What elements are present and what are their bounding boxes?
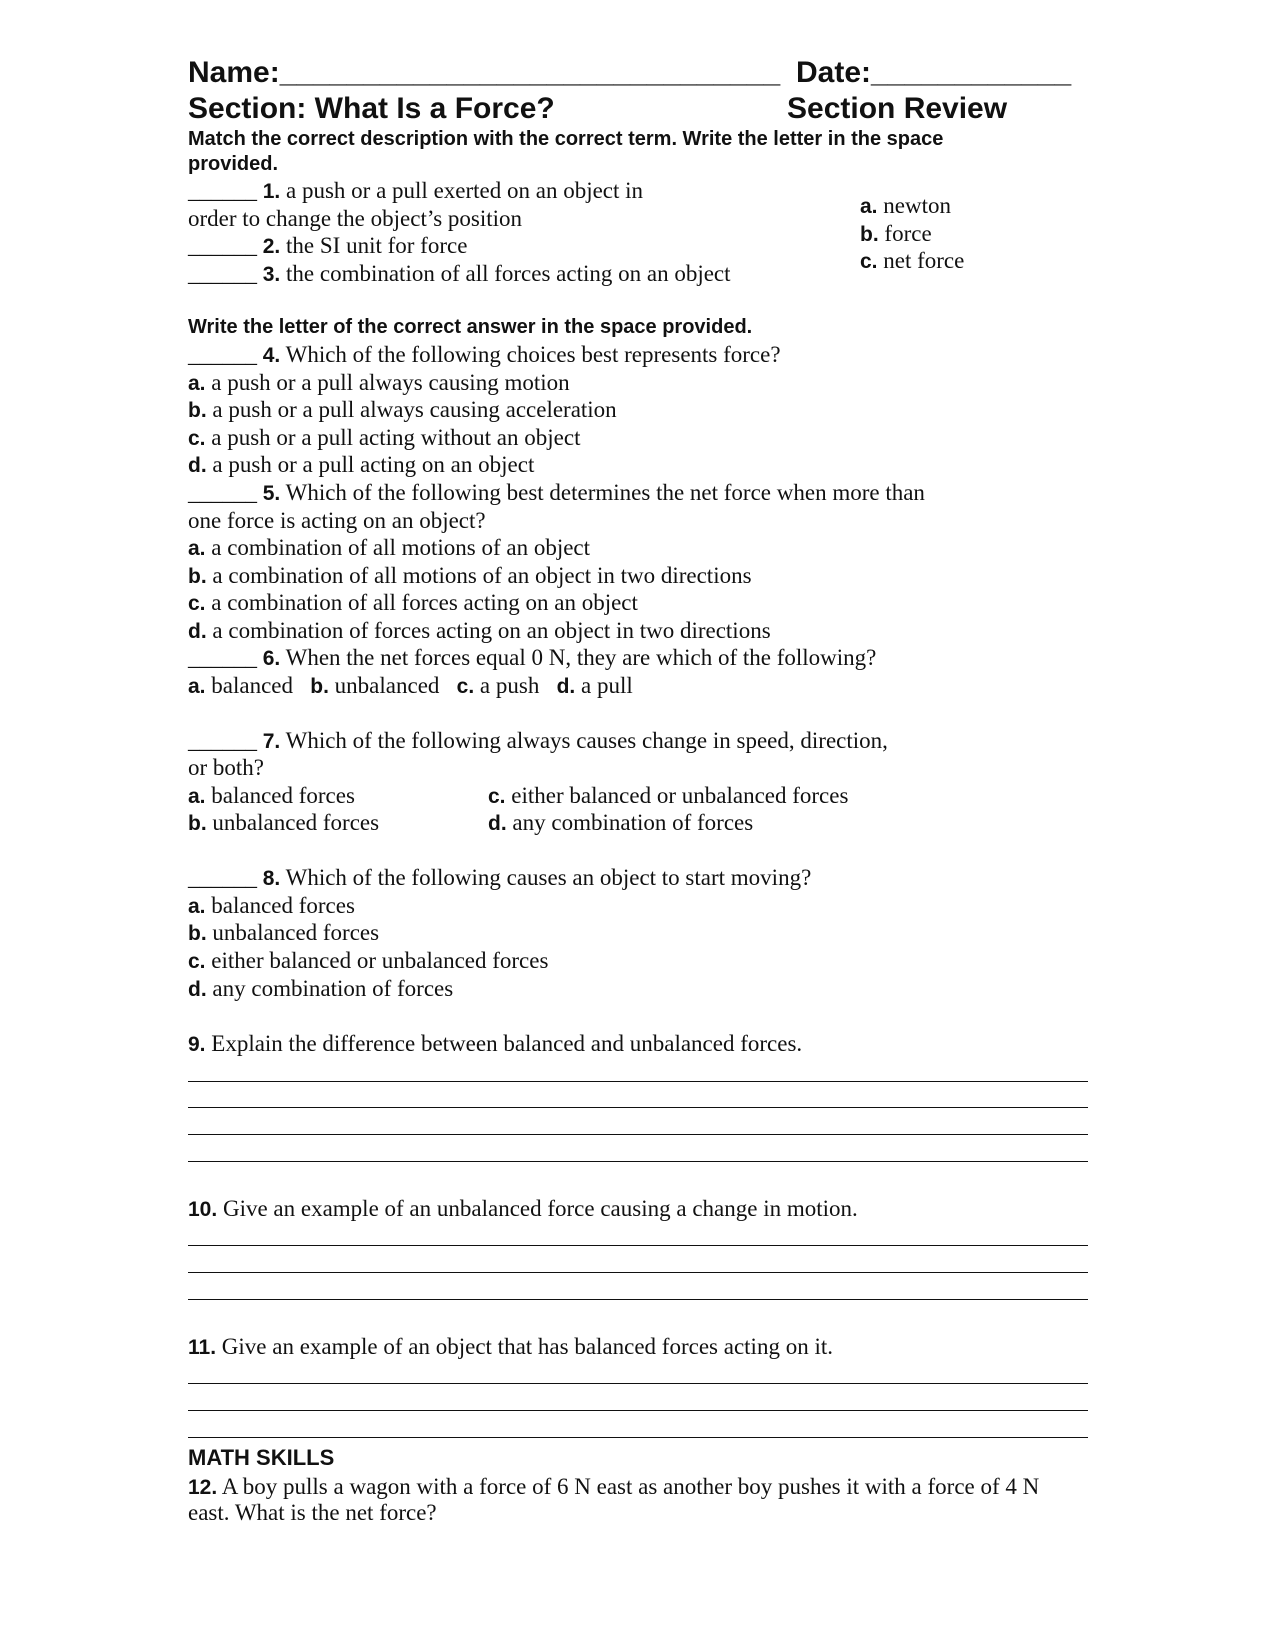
answer-line[interactable] bbox=[188, 1383, 1088, 1384]
term-text: net force bbox=[883, 248, 965, 273]
option-letter: a. bbox=[188, 372, 206, 395]
option-8b bbox=[188, 920, 379, 946]
date-blank[interactable]: ____________ bbox=[871, 56, 1072, 89]
question-8 bbox=[188, 865, 811, 891]
option-letter: b. bbox=[188, 922, 207, 945]
term-c bbox=[860, 248, 964, 274]
question-5-cont: one force is acting on an object? bbox=[188, 508, 486, 533]
option-7d bbox=[488, 810, 753, 836]
question-9 bbox=[188, 1031, 802, 1057]
option-letter: a. bbox=[188, 537, 206, 560]
question-number: 12. bbox=[188, 1476, 218, 1499]
question-12 bbox=[188, 1474, 1039, 1500]
question-text: Which of the following causes an object to start moving? bbox=[285, 865, 812, 890]
option-letter: d. bbox=[188, 454, 207, 477]
option-4c bbox=[188, 425, 580, 451]
item-number: 2. bbox=[262, 235, 281, 258]
question-number: 10. bbox=[188, 1198, 218, 1221]
question-number: 9. bbox=[188, 1033, 206, 1056]
options-6 bbox=[188, 673, 633, 699]
term-b bbox=[860, 221, 932, 247]
item-text: the SI unit for force bbox=[286, 233, 468, 258]
option-text: any combination of forces bbox=[212, 976, 454, 1001]
answer-blank[interactable]: ______ bbox=[188, 480, 257, 505]
option-letter: d. bbox=[556, 675, 576, 698]
item-number: 3. bbox=[262, 263, 281, 286]
option-7c bbox=[488, 783, 848, 809]
option-5a bbox=[188, 535, 590, 561]
question-text: Which of the following best determines the net force when more than bbox=[285, 480, 925, 505]
question-number: 4. bbox=[262, 344, 281, 367]
question-7-cont: or both? bbox=[188, 755, 265, 780]
term-letter: c. bbox=[860, 250, 878, 273]
term-a bbox=[860, 193, 951, 219]
question-10 bbox=[188, 1196, 858, 1222]
option-text: a combination of all motions of an object in two directions bbox=[212, 563, 752, 588]
term-text: force bbox=[884, 221, 932, 246]
option-letter: c. bbox=[488, 785, 506, 808]
date-label: Date: bbox=[796, 56, 872, 89]
answer-blank[interactable]: ______ bbox=[188, 728, 257, 753]
section-title: Section: What Is a Force? bbox=[188, 92, 555, 125]
question-number: 6. bbox=[262, 647, 281, 670]
option-text: balanced forces bbox=[211, 783, 355, 808]
option-letter: d. bbox=[188, 620, 207, 643]
name-label-line bbox=[188, 56, 780, 90]
answer-line[interactable] bbox=[188, 1107, 1088, 1108]
option-5c bbox=[188, 590, 638, 616]
option-letter: a. bbox=[188, 785, 206, 808]
date-label-line bbox=[796, 56, 1071, 90]
option-text: a combination of forces acting on an object in two directions bbox=[212, 618, 771, 643]
option-letter: c. bbox=[188, 592, 206, 615]
option-5b bbox=[188, 563, 752, 589]
option-text: a push or a pull always causing acceleration bbox=[212, 397, 617, 422]
question-7 bbox=[188, 728, 888, 754]
question-text: When the net forces equal 0 N, they are which of the following? bbox=[285, 645, 877, 670]
option-letter: d. bbox=[188, 978, 207, 1001]
answer-blank[interactable]: ______ bbox=[188, 342, 257, 367]
answer-blank[interactable]: ______ bbox=[188, 261, 257, 286]
matching-instructions-cont: provided. bbox=[188, 153, 279, 175]
option-text: balanced forces bbox=[211, 893, 355, 918]
option-text: a push bbox=[479, 673, 540, 698]
option-text: either balanced or unbalanced forces bbox=[211, 948, 549, 973]
option-4a bbox=[188, 370, 570, 396]
answer-blank[interactable]: ______ bbox=[188, 178, 257, 203]
answer-line[interactable] bbox=[188, 1299, 1088, 1300]
question-number: 8. bbox=[262, 867, 281, 890]
term-letter: a. bbox=[860, 195, 878, 218]
term-letter: b. bbox=[860, 223, 879, 246]
option-7a bbox=[188, 783, 355, 809]
option-text: balanced bbox=[211, 673, 293, 698]
matching-item-1-cont: order to change the object’s position bbox=[188, 206, 523, 231]
option-4b bbox=[188, 397, 617, 423]
question-text: Give an example of an object that has balanced forces acting on it. bbox=[221, 1334, 833, 1359]
answer-line[interactable] bbox=[188, 1272, 1088, 1273]
mc-instructions: Write the letter of the correct answer in the space provided. bbox=[188, 316, 753, 338]
option-8c bbox=[188, 948, 548, 974]
option-text: any combination of forces bbox=[512, 810, 754, 835]
question-4 bbox=[188, 342, 781, 368]
question-number: 5. bbox=[262, 482, 281, 505]
option-letter: a. bbox=[188, 675, 206, 698]
option-text: a combination of all motions of an object bbox=[211, 535, 591, 560]
answer-blank[interactable]: ______ bbox=[188, 233, 257, 258]
question-number: 7. bbox=[262, 730, 281, 753]
item-text: a push or a pull exerted on an object in bbox=[286, 178, 644, 203]
section-review-label: Section Review bbox=[787, 92, 1008, 125]
option-8a bbox=[188, 893, 355, 919]
answer-line[interactable] bbox=[188, 1134, 1088, 1135]
question-11 bbox=[188, 1334, 833, 1360]
question-text: Which of the following choices best represents force? bbox=[285, 342, 781, 367]
matching-item-2 bbox=[188, 233, 467, 259]
name-label: Name: bbox=[188, 56, 280, 89]
math-skills-heading: MATH SKILLS bbox=[188, 1445, 335, 1470]
option-letter: d. bbox=[488, 812, 507, 835]
option-text: unbalanced forces bbox=[212, 920, 380, 945]
question-number: 11. bbox=[188, 1336, 217, 1359]
matching-item-3 bbox=[188, 261, 731, 287]
option-letter: c. bbox=[188, 950, 206, 973]
question-text: Give an example of an unbalanced force causing a change in motion. bbox=[222, 1196, 858, 1221]
option-text: a combination of all forces acting on an object bbox=[211, 590, 638, 615]
option-text: a push or a pull acting on an object bbox=[212, 452, 535, 477]
option-letter: a. bbox=[188, 895, 206, 918]
option-5d bbox=[188, 618, 771, 644]
item-text: the combination of all forces acting on an object bbox=[286, 261, 731, 286]
option-letter: b. bbox=[310, 675, 329, 698]
question-text: Explain the difference between balanced and unbalanced forces. bbox=[211, 1031, 803, 1056]
option-letter: c. bbox=[456, 675, 475, 698]
matching-instructions: Match the correct description with the correct term. Write the letter in the space bbox=[188, 128, 944, 150]
option-4d bbox=[188, 452, 534, 478]
answer-line[interactable] bbox=[188, 1410, 1088, 1411]
item-number: 1. bbox=[262, 180, 281, 203]
option-7b bbox=[188, 810, 379, 836]
answer-line[interactable] bbox=[188, 1437, 1088, 1438]
option-text: either balanced or unbalanced forces bbox=[511, 783, 849, 808]
question-text: Which of the following always causes change in speed, direction, bbox=[285, 728, 888, 753]
term-text: newton bbox=[883, 193, 951, 218]
option-letter: b. bbox=[188, 812, 207, 835]
matching-item-1 bbox=[188, 178, 643, 204]
option-letter: b. bbox=[188, 565, 207, 588]
option-8d bbox=[188, 976, 453, 1002]
option-text: a pull bbox=[581, 673, 633, 698]
question-text: A boy pulls a wagon with a force of 6 N east as another boy pushes it with a force of 4 N bbox=[221, 1474, 1040, 1499]
answer-blank[interactable]: ______ bbox=[188, 645, 257, 670]
option-letter: c. bbox=[188, 427, 206, 450]
name-blank[interactable]: ______________________________ bbox=[279, 56, 781, 89]
question-12-cont: east. What is the net force? bbox=[188, 1500, 437, 1525]
answer-line[interactable] bbox=[188, 1245, 1088, 1246]
question-6 bbox=[188, 645, 876, 671]
answer-blank[interactable]: ______ bbox=[188, 865, 257, 890]
option-text: a push or a pull always causing motion bbox=[211, 370, 570, 395]
option-text: a push or a pull acting without an object bbox=[211, 425, 581, 450]
option-letter: b. bbox=[188, 399, 207, 422]
answer-line[interactable] bbox=[188, 1081, 1088, 1082]
answer-line[interactable] bbox=[188, 1161, 1088, 1162]
question-5 bbox=[188, 480, 925, 506]
option-text: unbalanced forces bbox=[212, 810, 380, 835]
option-text: unbalanced bbox=[334, 673, 440, 698]
